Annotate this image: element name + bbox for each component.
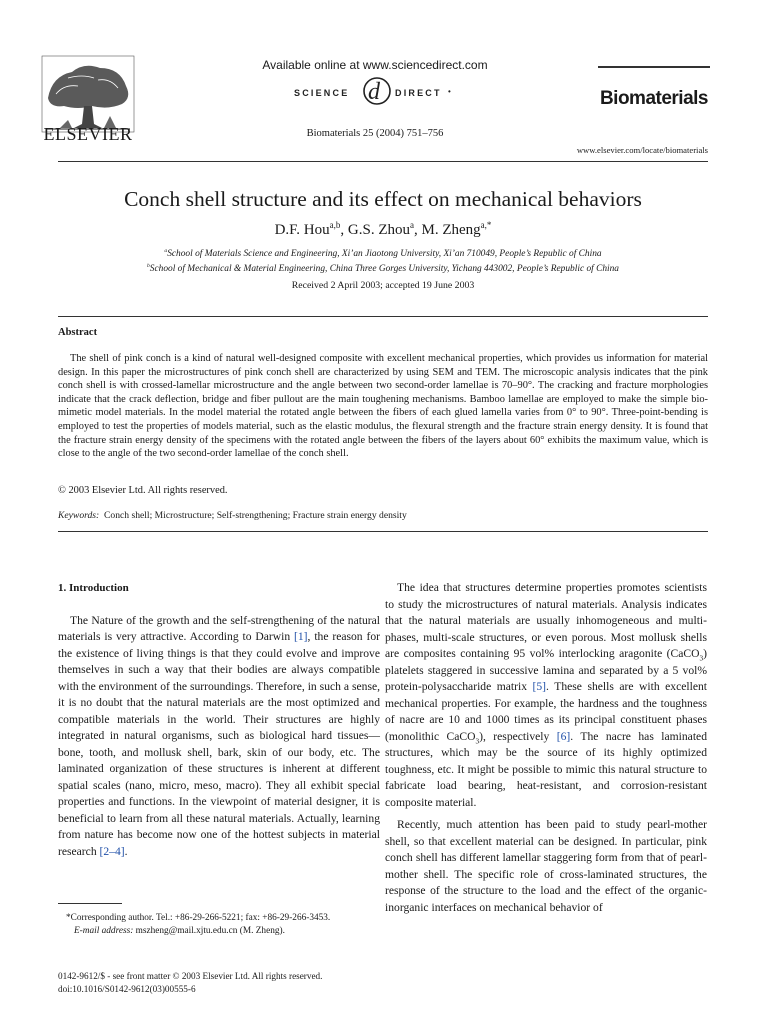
corresponding-author: *Corresponding author. Tel.: +86-29-266-5221; fax: +86-29-266-3453. [66,913,331,923]
reference-link[interactable]: [5] [532,680,547,693]
abstract-rule [58,316,708,317]
author-separator: , [413,222,422,238]
sciencedirect-mark: • [448,87,451,96]
keywords-label: Keywords: [58,510,100,521]
body-paragraph: The idea that structures determine properties promotes scientists to study the microstructures of natural materials. Analysis indicates that the natural materials are usually inhomogeneous and multi-phases, multi-scale structures, or even porous. Most mollusk shells are composites containing 95 vol% interlocking aragonite (CaCO$_3$) platelets staggered in successive lamina and separated by a 5 vol% protein-polysaccharide matrix [5]. These shells are with excellent mechanical properties. For example, the hardness and the toughness of nacre are 10 and 1000 times as its principal constituent phases (monolithic CaCO$_3$), respectively [6]. The nacre has laminated structures, which may be the source of its highly optimized toughness, etc. It might be possible to mimic this natural structure to fabricate load bearing, heat-resistant, and corrosion-resistant composite material. [385,581,707,809]
journal-brand: Biomaterials [599,88,708,109]
affiliation-b [58,264,708,274]
author-name: G.S. Zhou [347,222,410,238]
affiliation-a [58,249,708,259]
keywords-line [58,510,407,521]
sciencedirect-right: DIRECT [395,88,442,98]
author-name: D.F. Hou [274,222,330,238]
author-separator: , [340,222,348,238]
header-rule [58,161,708,162]
author-affiliation-mark: a,b [329,220,341,230]
publisher-name: ELSEVIER [43,124,133,144]
article-title: Conch shell structure and its effect on mechanical behaviors [124,187,642,211]
email-label: E-mail address: [74,925,134,936]
brand-rule [598,66,710,68]
email-address[interactable]: mszheng@mail.xjtu.edu.cn (M. Zheng). [135,925,285,936]
keywords-rule [58,531,708,532]
issn-line: 0142-9612/$ - see front matter © 2003 Elsevier Ltd. All rights reserved. [58,971,323,981]
received-dates: Received 2 April 2003; accepted 19 June 2003 [291,280,475,291]
available-online-line: Available online at www.sciencedirect.com [262,58,488,72]
author-name: M. Zheng [421,222,481,238]
abstract-heading: Abstract [58,327,98,338]
section-heading: 1. Introduction [58,582,129,594]
affiliation-text: School of Materials Science and Engineering, Xi’an Jiaotong University, Xi’an 710049, People’s Republic of China [167,249,602,259]
reference-link[interactable]: [1] [294,630,308,643]
affiliation-mark: a [164,247,168,254]
left-column [58,580,380,860]
right-column [385,580,707,916]
front-matter-info [58,970,388,995]
reference-link[interactable]: [6] [556,729,571,743]
email-line [58,925,380,938]
reference-link[interactable]: [2–4] [99,844,125,858]
sciencedirect-logo [292,75,462,109]
keywords-text: Conch shell; Microstructure; Self-strengthening; Fracture strain energy density [104,510,407,521]
affiliation-text: School of Mechanical & Material Engineering, China Three Gorges University, Yichang 443002, People’s Republic of China [149,264,619,274]
author-affiliation-mark: a [409,220,414,230]
journal-citation: Biomaterials 25 (2004) 751–756 [306,128,444,139]
corresponding-footnote [58,912,380,937]
affiliation-mark: b [146,262,150,269]
author-list [58,222,708,239]
abstract-text: The shell of pink conch is a kind of natural well-designed composite with excellent mechanical properties, which provides us information for material design. In this paper the microstructures of pink conch shell are characterized by using SEM and TEM. The microscopic analysis indicates that the pink conch shell is with crossed-lamellar microstructure and the angle between two second-order lamellae is 70–90°. The cracking and fracture morphologies indicate that the crack deflection, bridge and fiber pullout are the main toughening mechanisms. Bamboo lamellae are employed to make the simple bio-mimetic model materials. In the model material the rotated angle between the fibers of each glued lamella varies from 0° to 90°. Three-point-bending is employed to test the properties of models material, such as the elastic modulus, the flexural strength and the fracture strain energy density. It is found that the fracture strain energy density of the specimens with the rotated angle between the fibers of the layers about 60° exhibits the maximum value, which is close to the angle of the two second-order lamellae of the conch shell. [58,353,708,460]
author-affiliation-mark: a,* [480,220,492,230]
copyright-line: © 2003 Elsevier Ltd. All rights reserved. [58,485,228,496]
sciencedirect-left: SCIENCE [294,88,350,98]
footnote-rule [58,903,122,904]
intro-paragraph: The Nature of the growth and the self-strengthening of the natural materials is very attractive. According to Darwin [1], the reason for the existence of living things is that they could evolve and improve themselves in such a way that their bodies are always compatible with the environment of the surroundings. Therefore, in such a sense, it is no doubt that the natural materials are the most optimized and compatible materials in the world. Their structures are highly integrated in natural organisms, such as biological hard tissues—bone, tooth, and mollusk shell, bark, skin of our body, etc. The laminated organization of these structures is inherent at different spatial scales (nano, micro, meso, macro). They all exhibit special properties and functions. In the viewpoint of material designer, it is beneficial to learn from all these natural materials. Actually, learning from nature has become now one of the hottest subjects in material research [2–4]. [58,613,380,858]
journal-url-link[interactable]: www.elsevier.com/locate/biomaterials [576,145,708,155]
body-paragraph: Recently, much attention has been paid to study pearl-mother shell, so that excellent material can be designed. In particular, pink conch shell has different lamellar staggering form from that of pearl-mother shell. The specific role of cross-laminated structures, the response of the structure to the load and the effect of the organic-inorganic interfaces on mechanical behavior of [385,818,707,914]
svg-text:d: d [368,79,380,105]
doi-line[interactable]: doi:10.1016/S0142-9612(03)00555-6 [58,983,196,994]
